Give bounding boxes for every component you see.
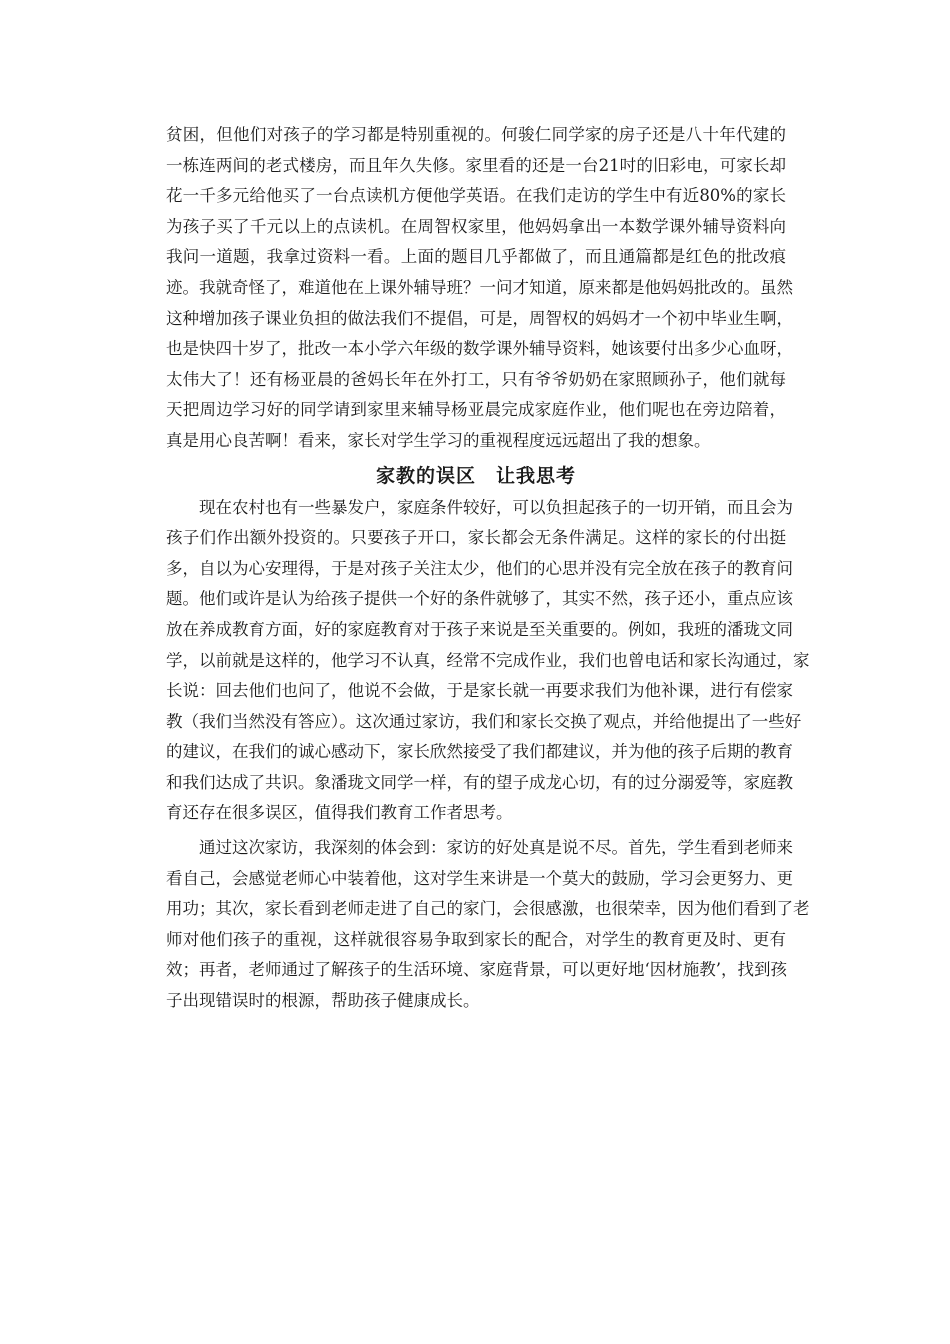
text-line: 效；再者，老师通过了解孩子的生活环境、家庭背景，可以更好地‘因材施教’，找到孩 <box>166 960 787 980</box>
text-line: 放在养成教育方面，好的家庭教育对于孩子来说是至关重要的。例如，我班的潘珑文同 <box>166 619 793 639</box>
text-line: 用功；其次，家长看到老师走进了自己的家门，会很感激，也很荣幸，因为他们看到了老 <box>166 899 810 919</box>
text-line: 现在农村也有一些暴发户，家庭条件较好，可以负担起孩子的一切开销，而且会为 <box>199 497 793 517</box>
text-line: 花一千多元给他买了一台点读机方便他学英语。在我们走访的学生中有近80%的家长 <box>166 186 786 206</box>
text-line: 真是用心良苦啊！看来，家长对学生学习的重视程度远远超出了我的想象。 <box>166 430 711 450</box>
text-line: 也是快四十岁了，批改一本小学六年级的数学课外辅导资料，她该要付出多少心血呀， <box>166 339 793 359</box>
text-line: 教（我们当然没有答应）。这次通过家访，我们和家长交换了观点，并给他提出了一些好 <box>166 711 802 731</box>
text-line: 育还存在很多误区，值得我们教育工作者思考。 <box>166 803 513 823</box>
text-line: 迹。我就奇怪了，难道他在上课外辅导班？一问才知道，原来都是他妈妈批改的。虽然 <box>166 277 793 297</box>
text-line: 的建议，在我们的诚心感动下，家长欣然接受了我们都建议，并为他的孩子后期的教育 <box>166 742 793 762</box>
paragraph-home-visit-benefits <box>166 833 810 1017</box>
text-line: 长说：回去他们也问了，他说不会做，于是家长就一再要求我们为他补课，进行有偿家 <box>166 681 793 701</box>
text-line: 子出现错误时的根源，帮助孩子健康成长。 <box>166 991 480 1011</box>
text-line: 天把周边学习好的同学请到家里来辅导杨亚晨完成家庭作业，他们呢也在旁边陪着， <box>166 400 786 420</box>
text-line: 贫困，但他们对孩子的学习都是特别重视的。何骏仁同学家的房子还是八十年代建的 <box>166 125 786 144</box>
section-heading: 家教的误区 让我思考 <box>375 464 576 487</box>
text-line: 题。他们或许是认为给孩子提供一个好的条件就够了，其实不然，孩子还小，重点应该 <box>166 589 793 609</box>
paragraph-misconceptions <box>166 493 810 830</box>
text-line: 通过这次家访，我深刻的体会到：家访的好处真是说不尽。首先，学生看到老师来 <box>199 838 793 858</box>
text-line: 看自己，会感觉老师心中装着他，这对学生来讲是一个莫大的鼓励，学习会更努力、更 <box>166 868 793 888</box>
paragraph-family-attention <box>166 120 793 457</box>
text-line: 孩子们作出额外投资的。只要孩子开口，家长都会无条件满足。这样的家长的付出挺 <box>166 528 786 548</box>
text-line: 和我们达成了共识。象潘珑文同学一样，有的望子成龙心切，有的过分溺爱等，家庭教 <box>166 772 793 792</box>
text-line: 师对他们孩子的重视，这样就很容易争取到家长的配合，对学生的教育更及时、更有 <box>166 929 786 949</box>
text-line: 太伟大了！还有杨亚晨的爸妈长年在外打工，只有爷爷奶奶在家照顾孙子，他们就每 <box>166 369 786 389</box>
text-line: 我问一道题，我拿过资料一看。上面的题目几乎都做了，而且通篇都是红色的批改痕 <box>166 247 786 267</box>
text-line: 多，自以为心安理得，于是对孩子关注太少，他们的心思并没有完全放在孩子的教育问 <box>166 558 793 578</box>
text-line: 为孩子买了千元以上的点读机。在周智权家里，他妈妈拿出一本数学课外辅导资料向 <box>166 216 786 236</box>
text-line: 学，以前就是这样的，他学习不认真，经常不完成作业，我们也曾电话和家长沟通过，家 <box>166 650 810 670</box>
document-page <box>166 120 810 1017</box>
text-line: 这种增加孩子课业负担的做法我们不提倡，可是，周智权的妈妈才一个初中毕业生啊， <box>166 308 793 328</box>
text-line: 一栋连两间的老式楼房，而且年久失修。家里看的还是一台21吋的旧彩电，可家长却 <box>166 155 786 175</box>
